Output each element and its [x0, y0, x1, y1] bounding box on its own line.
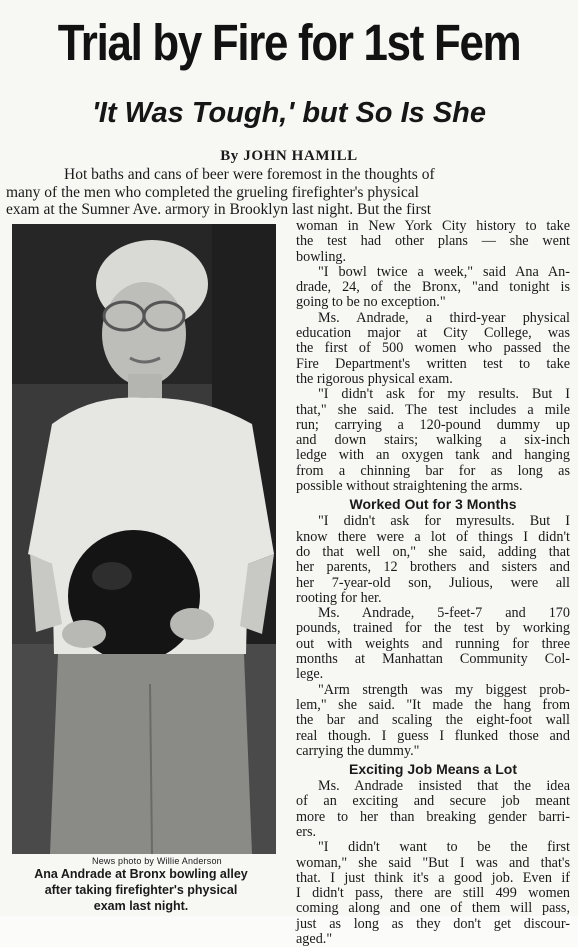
body-line: woman," she said "But I was and that's [296, 854, 570, 871]
body-line: "I didn't want to be the first [318, 839, 570, 856]
body-line: months at Manhattan Community Col- [296, 651, 570, 668]
body-line: drade, 24, of the Bronx, "and tonight is [296, 279, 570, 296]
body-line: bowling. [296, 248, 347, 265]
lead-line: Hot baths and cans of beer were foremost in the thoughts of [64, 166, 435, 183]
body-line: coming along and one of them will pass, [296, 900, 570, 917]
body-line: her parents, 12 brothers and sisters and [296, 559, 570, 576]
article-column [296, 219, 570, 947]
body-line: Ms. Andrade, 5-feet-7 and 170 [318, 605, 570, 622]
photo-bowler [12, 224, 276, 854]
body-line: Ms. Andrade, a third-year physical [318, 309, 570, 326]
lead-line: many of the men who completed the grueling firefighter's physical [6, 183, 419, 201]
body-line: of an exciting and secure job meant [296, 793, 570, 810]
section-subhead: Worked Out for 3 Months [349, 496, 517, 513]
body-line: woman in New York City history to take [296, 218, 570, 234]
photo-credit: News photo by Willie Anderson [92, 856, 222, 866]
caption-line: exam last night. [93, 899, 189, 913]
body-line: more to her than breaking gender barri- [296, 808, 570, 825]
body-line: I didn't pass, there are still 499 women [296, 885, 570, 902]
photo-caption [6, 866, 276, 914]
caption-line: after taking firefighter's physical [44, 883, 238, 897]
body-line: out with weights and running for three [296, 635, 570, 652]
body-line: that," she said. The test includes a mile [296, 401, 570, 418]
subheadline: 'It Was Tough,' but So Is She [91, 97, 487, 129]
body-line: rooting for her. [296, 589, 382, 606]
body-line: aged." [296, 931, 333, 947]
body-line: that. I just think it's a good job. Even if [296, 869, 570, 886]
body-line: Ms. Andrade insisted that the idea [318, 778, 570, 795]
headline: Trial by Fire for 1st Fem [57, 14, 521, 71]
body-line: the test had other plans — she went [296, 233, 570, 250]
body-line: run; carrying a 120-pound dummy up [296, 416, 570, 433]
body-line: from a chinning bar for as long as [296, 462, 570, 479]
lead-line: exam at the Sumner Ave. armory in Brooklyn last night. But the first [6, 201, 432, 219]
body-line: lem," she said. "It made the hang from [296, 696, 570, 713]
body-line: "I didn't ask for my results. But I [318, 386, 570, 403]
body-line: "Arm strength was my biggest prob- [318, 681, 570, 698]
body-line: pounds, trained for the test by working [296, 620, 570, 637]
body-line: lege. [296, 666, 324, 683]
body-line: carrying the dummy." [296, 742, 420, 759]
body-line: know there were a lot of things I didn't [296, 528, 570, 545]
body-line: ers. [296, 823, 317, 840]
body-line: "I bowl twice a week," said Ana An- [318, 263, 570, 280]
caption-line: Ana Andrade at Bronx bowling alley [34, 867, 248, 881]
body-line: do that well on," she said, adding that [296, 543, 570, 560]
body-line: just as long as they don't get discour- [296, 915, 570, 932]
lead-paragraph [6, 166, 570, 219]
body-line: Fire Department's written test to take [296, 355, 570, 372]
body-line: ledge with an oxygen tank and hanging [296, 447, 570, 464]
body-line: "I didn't ask for myresults. But I [318, 513, 570, 530]
body-line: going to be no exception." [296, 294, 446, 311]
byline: By JOHN HAMILL [220, 148, 358, 164]
body-line: possible without straightening the arms. [296, 478, 523, 495]
section-subhead: Exciting Job Means a Lot [348, 761, 518, 778]
body-line: the bar and scaling the eight-foot wall [296, 712, 570, 729]
body-line: education major at City College, was [296, 325, 570, 342]
body-line: real though. I guess I flunked those and [296, 727, 570, 744]
body-line: her 7-year-old son, Julious, were all [296, 574, 570, 591]
body-line: and down stairs; walking a six-inch [296, 432, 570, 449]
body-line: the rigorous physical exam. [296, 370, 453, 387]
body-line: the first of 500 women who passed the [296, 340, 570, 357]
